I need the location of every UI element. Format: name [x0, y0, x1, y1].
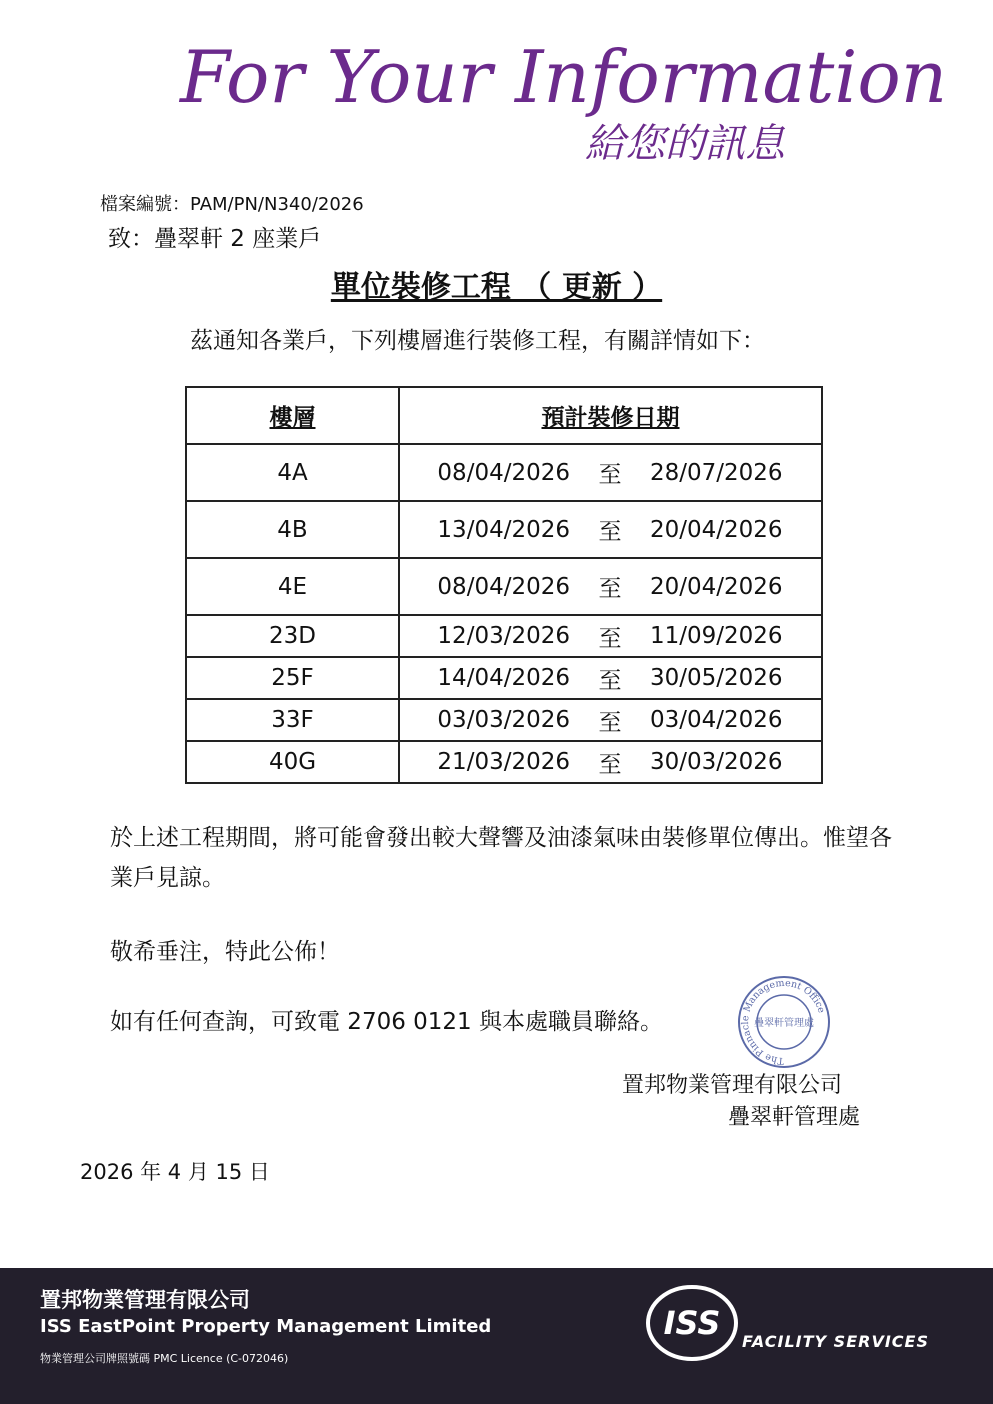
footer-company-en: ISS EastPoint Property Management Limited	[40, 1316, 492, 1337]
logo-script-text: For Your Information	[180, 35, 948, 119]
signature-company: 置邦物業管理有限公司	[622, 1073, 843, 1098]
reference-number: 檔案編號：PAM/PN/N340/2026	[100, 194, 364, 215]
end-date: 11/09/2026	[650, 623, 783, 649]
start-date: 14/04/2026	[437, 665, 570, 691]
table-row	[186, 657, 822, 699]
floor-cell: 25F	[186, 657, 399, 699]
start-date: 12/03/2026	[437, 623, 570, 649]
iss-logo	[645, 1284, 740, 1362]
end-date: 20/04/2026	[650, 516, 783, 543]
notice-paragraph: 於上述工程期間，將可能會發出較大聲響及油漆氣味由裝修單位傳出。惟望各業戶見諒。	[110, 825, 892, 891]
floor-cell: 4B	[186, 501, 399, 558]
date-separator: 至	[598, 625, 622, 652]
table-row	[186, 615, 822, 657]
notice-title: 單位裝修工程 （ 更新 ）	[330, 270, 663, 305]
end-date: 30/03/2026	[650, 749, 783, 775]
for-your-information-logo	[175, 22, 948, 172]
start-date: 21/03/2026	[437, 749, 570, 775]
date-separator: 至	[598, 519, 622, 545]
logo-script-text-cn: 給您的訊息	[585, 121, 785, 167]
table-row	[186, 699, 822, 741]
seal-ring-text: The Pinnacle Management Office	[739, 977, 827, 1067]
table-header-row	[186, 387, 822, 444]
floor-cell: 4A	[186, 444, 399, 501]
signature-office: 疊翠軒管理處	[727, 1105, 860, 1130]
date-header: 預計裝修日期	[399, 387, 822, 444]
issue-date: 2026 年 4 月 15 日	[80, 1160, 270, 1184]
end-date: 03/04/2026	[650, 707, 783, 733]
date-separator: 至	[598, 576, 622, 602]
footer-facility-services: FACILITY SERVICES	[742, 1332, 929, 1351]
recipient: 致：疊翠軒 2 座業戶	[108, 226, 322, 252]
footer-licence: 物業管理公司牌照號碼 PMC Licence (C-072046)	[40, 1352, 289, 1365]
management-office-seal	[736, 974, 832, 1070]
iss-logo-text: ISS	[663, 1304, 721, 1342]
closing-paragraph: 敬希垂注，特此公佈！	[110, 939, 340, 965]
footer-banner	[0, 1268, 993, 1404]
end-date: 28/07/2026	[650, 459, 783, 486]
table-row	[186, 501, 822, 558]
floor-cell: 33F	[186, 699, 399, 741]
seal-center-text: 疊翠軒管理處	[754, 1018, 814, 1029]
date-separator: 至	[598, 667, 622, 694]
floor-cell: 23D	[186, 615, 399, 657]
end-date: 30/05/2026	[650, 665, 783, 691]
intro-text: 茲通知各業戶，下列樓層進行裝修工程，有關詳情如下：	[190, 328, 765, 354]
start-date: 13/04/2026	[437, 516, 570, 543]
floor-cell: 40G	[186, 741, 399, 783]
floor-header: 樓層	[186, 387, 399, 444]
table-row	[186, 558, 822, 615]
start-date: 03/03/2026	[437, 707, 570, 733]
date-separator: 至	[598, 709, 622, 736]
date-separator: 至	[598, 462, 622, 488]
start-date: 08/04/2026	[437, 573, 570, 600]
start-date: 08/04/2026	[437, 459, 570, 486]
table-row	[186, 741, 822, 783]
contact-paragraph: 如有任何查詢，可致電 2706 0121 與本處職員聯絡。	[110, 1009, 663, 1035]
renovation-schedule-table	[185, 386, 823, 784]
table-row	[186, 444, 822, 501]
date-separator: 至	[598, 751, 622, 778]
end-date: 20/04/2026	[650, 573, 783, 600]
footer-company-cn: 置邦物業管理有限公司	[40, 1288, 250, 1312]
floor-cell: 4E	[186, 558, 399, 615]
